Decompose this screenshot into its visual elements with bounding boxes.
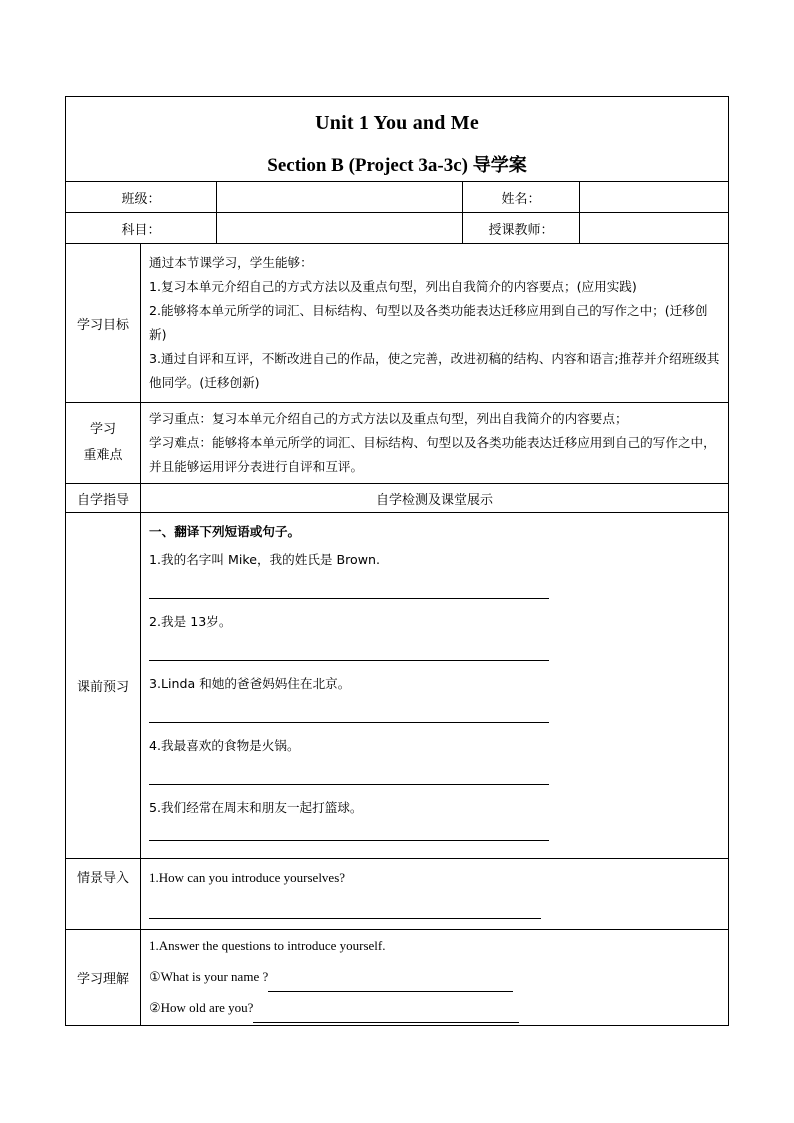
answer-line[interactable] (149, 598, 549, 599)
key-points-label (66, 403, 141, 484)
class-label: 班级： (66, 182, 217, 213)
key-focus: 学习重点：复习本单元介绍自己的方式方法以及重点句型，列出自我简介的内容要点； (149, 411, 628, 426)
key-points-label-line2: 重难点 (83, 448, 123, 463)
understand-instruction: 1.Answer the questions to introduce yourself. (149, 938, 386, 953)
preview-item (149, 612, 722, 674)
understand-q1-row (149, 961, 722, 992)
teacher-label: 授课教师： (463, 213, 580, 244)
preview-question: 4.我最喜欢的食物是火锅。 (149, 738, 300, 753)
intro-answer-line[interactable] (149, 898, 541, 919)
objective-item: 2.能够将本单元所学的词汇、目标结构、句型以及各类功能表达迁移应用到自己的写作之中；(迁移创新) (149, 303, 708, 342)
answer-line[interactable] (149, 784, 549, 785)
preview-label: 课前预习 (66, 513, 141, 859)
title-cell (66, 97, 729, 182)
intro-question: 1.How can you introduce yourselves? (149, 870, 346, 885)
key-points-content (141, 403, 729, 484)
q2-answer-line[interactable] (253, 1008, 519, 1023)
worksheet-table (65, 96, 729, 1026)
guide-label: 自学指导 (66, 484, 141, 513)
understand-content (141, 930, 729, 1026)
name-field[interactable] (580, 182, 729, 213)
understand-q2: ②How old are you? (149, 1000, 254, 1015)
teacher-field[interactable] (580, 213, 729, 244)
objective-item: 3.通过自评和互评，不断改进自己的作品，使之完善，改进初稿的结构、内容和语言;推荐并介绍班级其他同学。(迁移创新) (149, 351, 720, 390)
understand-label: 学习理解 (66, 930, 141, 1026)
objectives-intro: 通过本节课学习，学生能够： (149, 255, 313, 270)
answer-line[interactable] (149, 660, 549, 661)
preview-question: 1.我的名字叫 Mike，我的姓氏是 Brown. (149, 552, 381, 567)
preview-item (149, 674, 722, 736)
page-subtitle (66, 151, 728, 177)
preview-question: 5.我们经常在周末和朋友一起打篮球。 (149, 800, 363, 815)
objectives-label: 学习目标 (66, 244, 141, 403)
objective-item: 1.复习本单元介绍自己的方式方法以及重点句型，列出自我简介的内容要点；(应用实践) (149, 279, 637, 294)
answer-line[interactable] (149, 840, 549, 841)
intro-label: 情景导入 (66, 859, 141, 930)
subject-label: 科目： (66, 213, 217, 244)
preview-content (141, 513, 729, 859)
preview-item (149, 550, 722, 612)
intro-content (141, 859, 729, 930)
objectives-content (141, 244, 729, 403)
preview-heading: 一、翻译下列短语或句子。 (149, 524, 301, 539)
subject-field[interactable] (217, 213, 463, 244)
preview-question: 2.我是 13岁。 (149, 614, 232, 629)
q1-answer-line[interactable] (268, 977, 513, 992)
page-title: Unit 1 You and Me (315, 111, 479, 134)
subtitle-guide: 导学案 (472, 154, 527, 176)
preview-question: 3.Linda 和她的爸爸妈妈住在北京。 (149, 676, 351, 691)
key-difficulty: 学习难点：能够将本单元所学的词汇、目标结构、句型以及各类功能表达迁移应用到自己的写作之中，并且能够运用评分表进行自评和互评。 (149, 435, 716, 474)
understand-q2-row (149, 992, 722, 1023)
understand-q1: ①What is your name ? (149, 969, 269, 984)
preview-item (149, 736, 722, 798)
preview-item (149, 798, 722, 850)
subtitle-section: Section B (Project 3a-3c) (267, 154, 468, 176)
guide-header: 自学检测及课堂展示 (141, 484, 729, 513)
answer-line[interactable] (149, 722, 549, 723)
name-label: 姓名： (463, 182, 580, 213)
worksheet (65, 96, 728, 1026)
key-points-label-line1: 学习 (89, 422, 116, 437)
class-field[interactable] (217, 182, 463, 213)
